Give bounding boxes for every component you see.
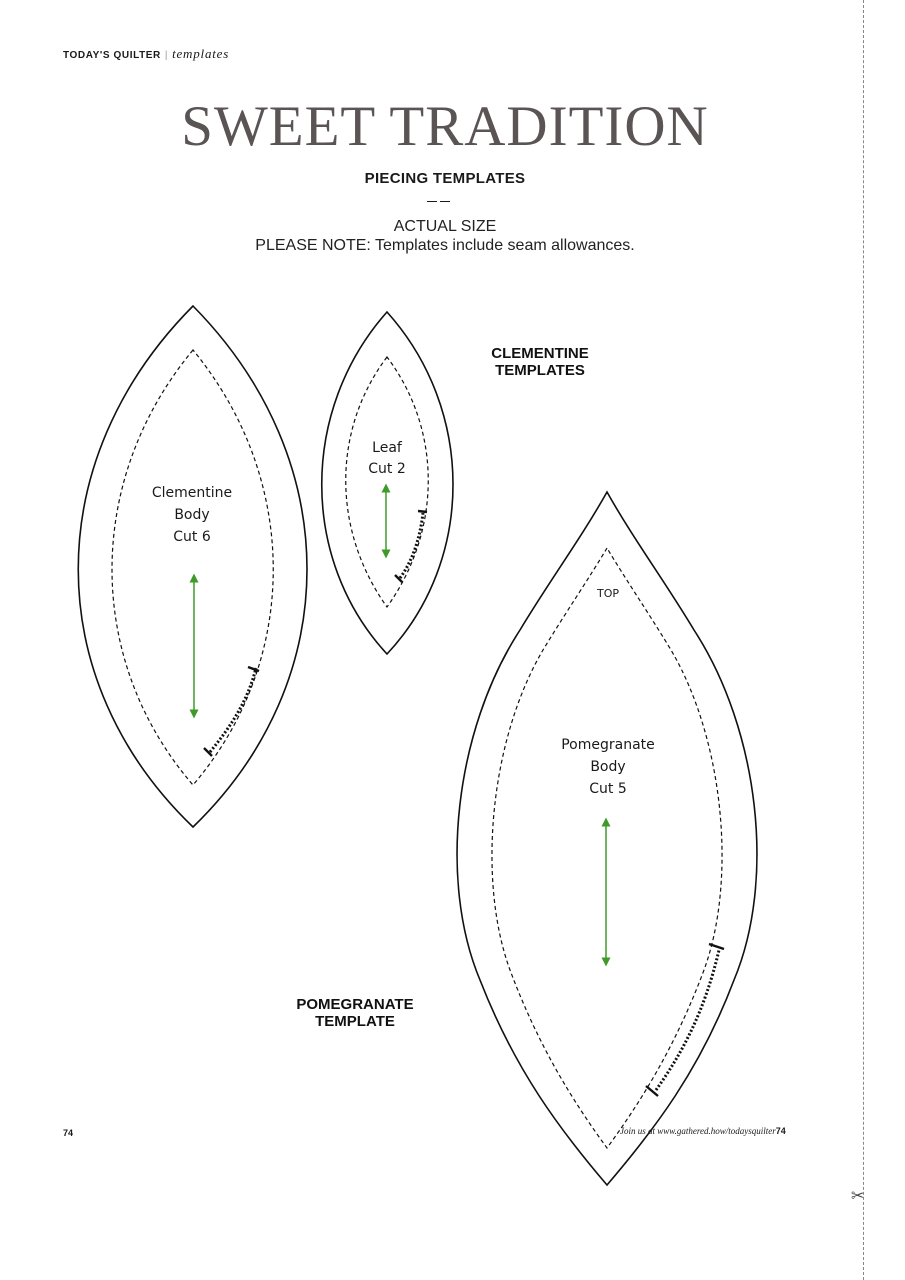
pomegranate-body-text-3: Cut 5 [589,781,627,797]
clementine-body-text-2: Body [174,507,210,523]
page-number-left: 74 [63,1128,74,1138]
clementine-body-text-1: Clementine [151,485,233,501]
page-title: SWEET TRADITION [181,95,709,158]
header-separator: | [164,50,169,61]
leaf-seam-line [346,357,429,607]
page-subtitle: PIECING TEMPLATES [364,170,526,187]
leaf-text-2: Cut 2 [368,461,406,477]
pomegranate-notch-bottom [646,1086,658,1096]
clementine-body-text-3: Cut 6 [173,529,211,545]
pomegranate-seam-line [492,548,722,1148]
pomegranate-body-text-2: Body [590,759,626,775]
pomegranate-label-line2: TEMPLATE [315,1013,395,1030]
pomegranate-label-line1: POMEGRANATE [296,996,414,1013]
clementine-cut-line [78,306,307,827]
clementine-label-line1: CLEMENTINE [491,345,589,362]
section-name: templates [172,46,230,61]
pomegranate-body-template [457,492,757,1185]
clementine-label-line2: TEMPLATES [495,362,585,379]
footer-join-text: Join us at www.gathered.how/todaysquilter [620,1126,776,1136]
clementine-seam-line [112,350,273,785]
footer-join [620,1126,786,1136]
size-note-line2: PLEASE NOTE: Templates include seam allowances. [255,237,635,254]
clementine-body-template [78,306,307,827]
scissors-icon: ✂ [851,1188,865,1205]
pomegranate-gathering-line [656,950,719,1090]
leaf-gathering-line [400,513,423,578]
page-number-right: 74 [775,1126,786,1136]
leaf-text-1: Leaf [372,440,402,456]
pomegranate-top-marker: TOP [596,587,620,600]
clementine-notch-top [248,667,259,671]
leaf-template [322,312,453,654]
size-note-line1: ACTUAL SIZE [393,218,497,235]
leaf-cut-line [322,312,453,654]
cut-guide-line [863,0,864,1280]
magazine-brand: TODAY'S QUILTER [63,50,161,61]
clementine-gathering-line [210,668,256,752]
leaf-notch-top [418,511,427,512]
pomegranate-body-text-1: Pomegranate [561,737,655,753]
